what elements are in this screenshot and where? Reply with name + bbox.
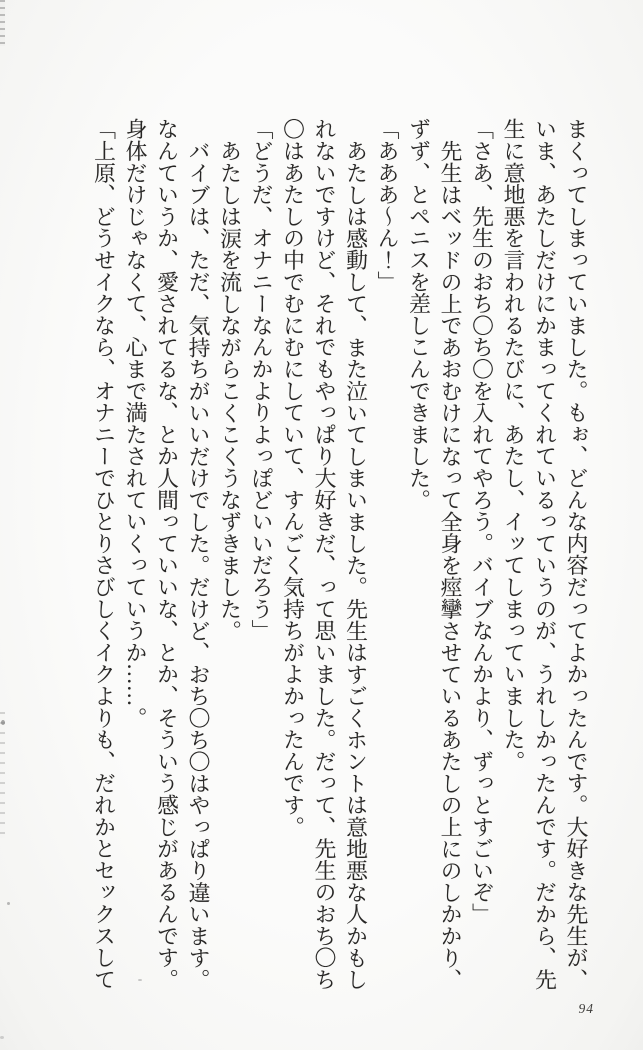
paragraph: 「上原、どうせイクなら、オナニーでひとりさびしくイクよりも、だれかとセックスして <box>91 118 116 990</box>
paragraph: 先生はベッドの上であおむけになって全身を痙攣させているあたしの上にのしかかり、ずず、とペニスを差しこんできました。 <box>406 118 462 990</box>
paragraph: あたしは感動して、また泣いてしまいました。先生はすごくホントは意地悪な人かもしれないですけど、それでもやっぱり大好きだ、って思いました。だって、先生のおち〇ち〇はあたしの中でむにむにしていて、すんごく気持ちがよかったんです。 <box>280 118 368 990</box>
paragraph: 「あああ〜ん！」 <box>375 118 399 293</box>
scan-artifact-left-smudge <box>0 712 5 838</box>
page-number: 94 <box>578 1001 594 1016</box>
paragraph: バイブは、ただ、気持ちがいいだけでした。だけど、おち〇ち〇はやっぱり違います。なんていうか、愛されてるな、とか人間っていいな、とか、そういう感じがあるんです。身体だけじゃなくて、心まで満たされていくっていうか……。 <box>123 118 210 990</box>
paragraph: 「さあ、先生のおち〇ち〇を入れてやろう。バイブなんかより、ずっとすごいぞ」 <box>469 118 494 925</box>
scan-artifact-top-left-edge <box>0 0 5 46</box>
scan-speck <box>0 1036 4 1039</box>
paragraph: まくってしまっていました。もぉ、どんな内容だってよかったんです。大好きな先生が、いま、あたしだけにかまってくれているっていうのが、うれしかったんです。だから、先生に意地悪を言われるたびに、あたし、イッてしまっていました。 <box>501 118 588 990</box>
scan-speck <box>7 902 10 905</box>
paragraph: 「どうだ、オナニーなんかよりよっぽどいいだろう」 <box>249 118 273 642</box>
body-text <box>85 118 591 990</box>
paragraph: あたしは涙を流しながらこくこくうなずきました。 <box>217 139 242 642</box>
